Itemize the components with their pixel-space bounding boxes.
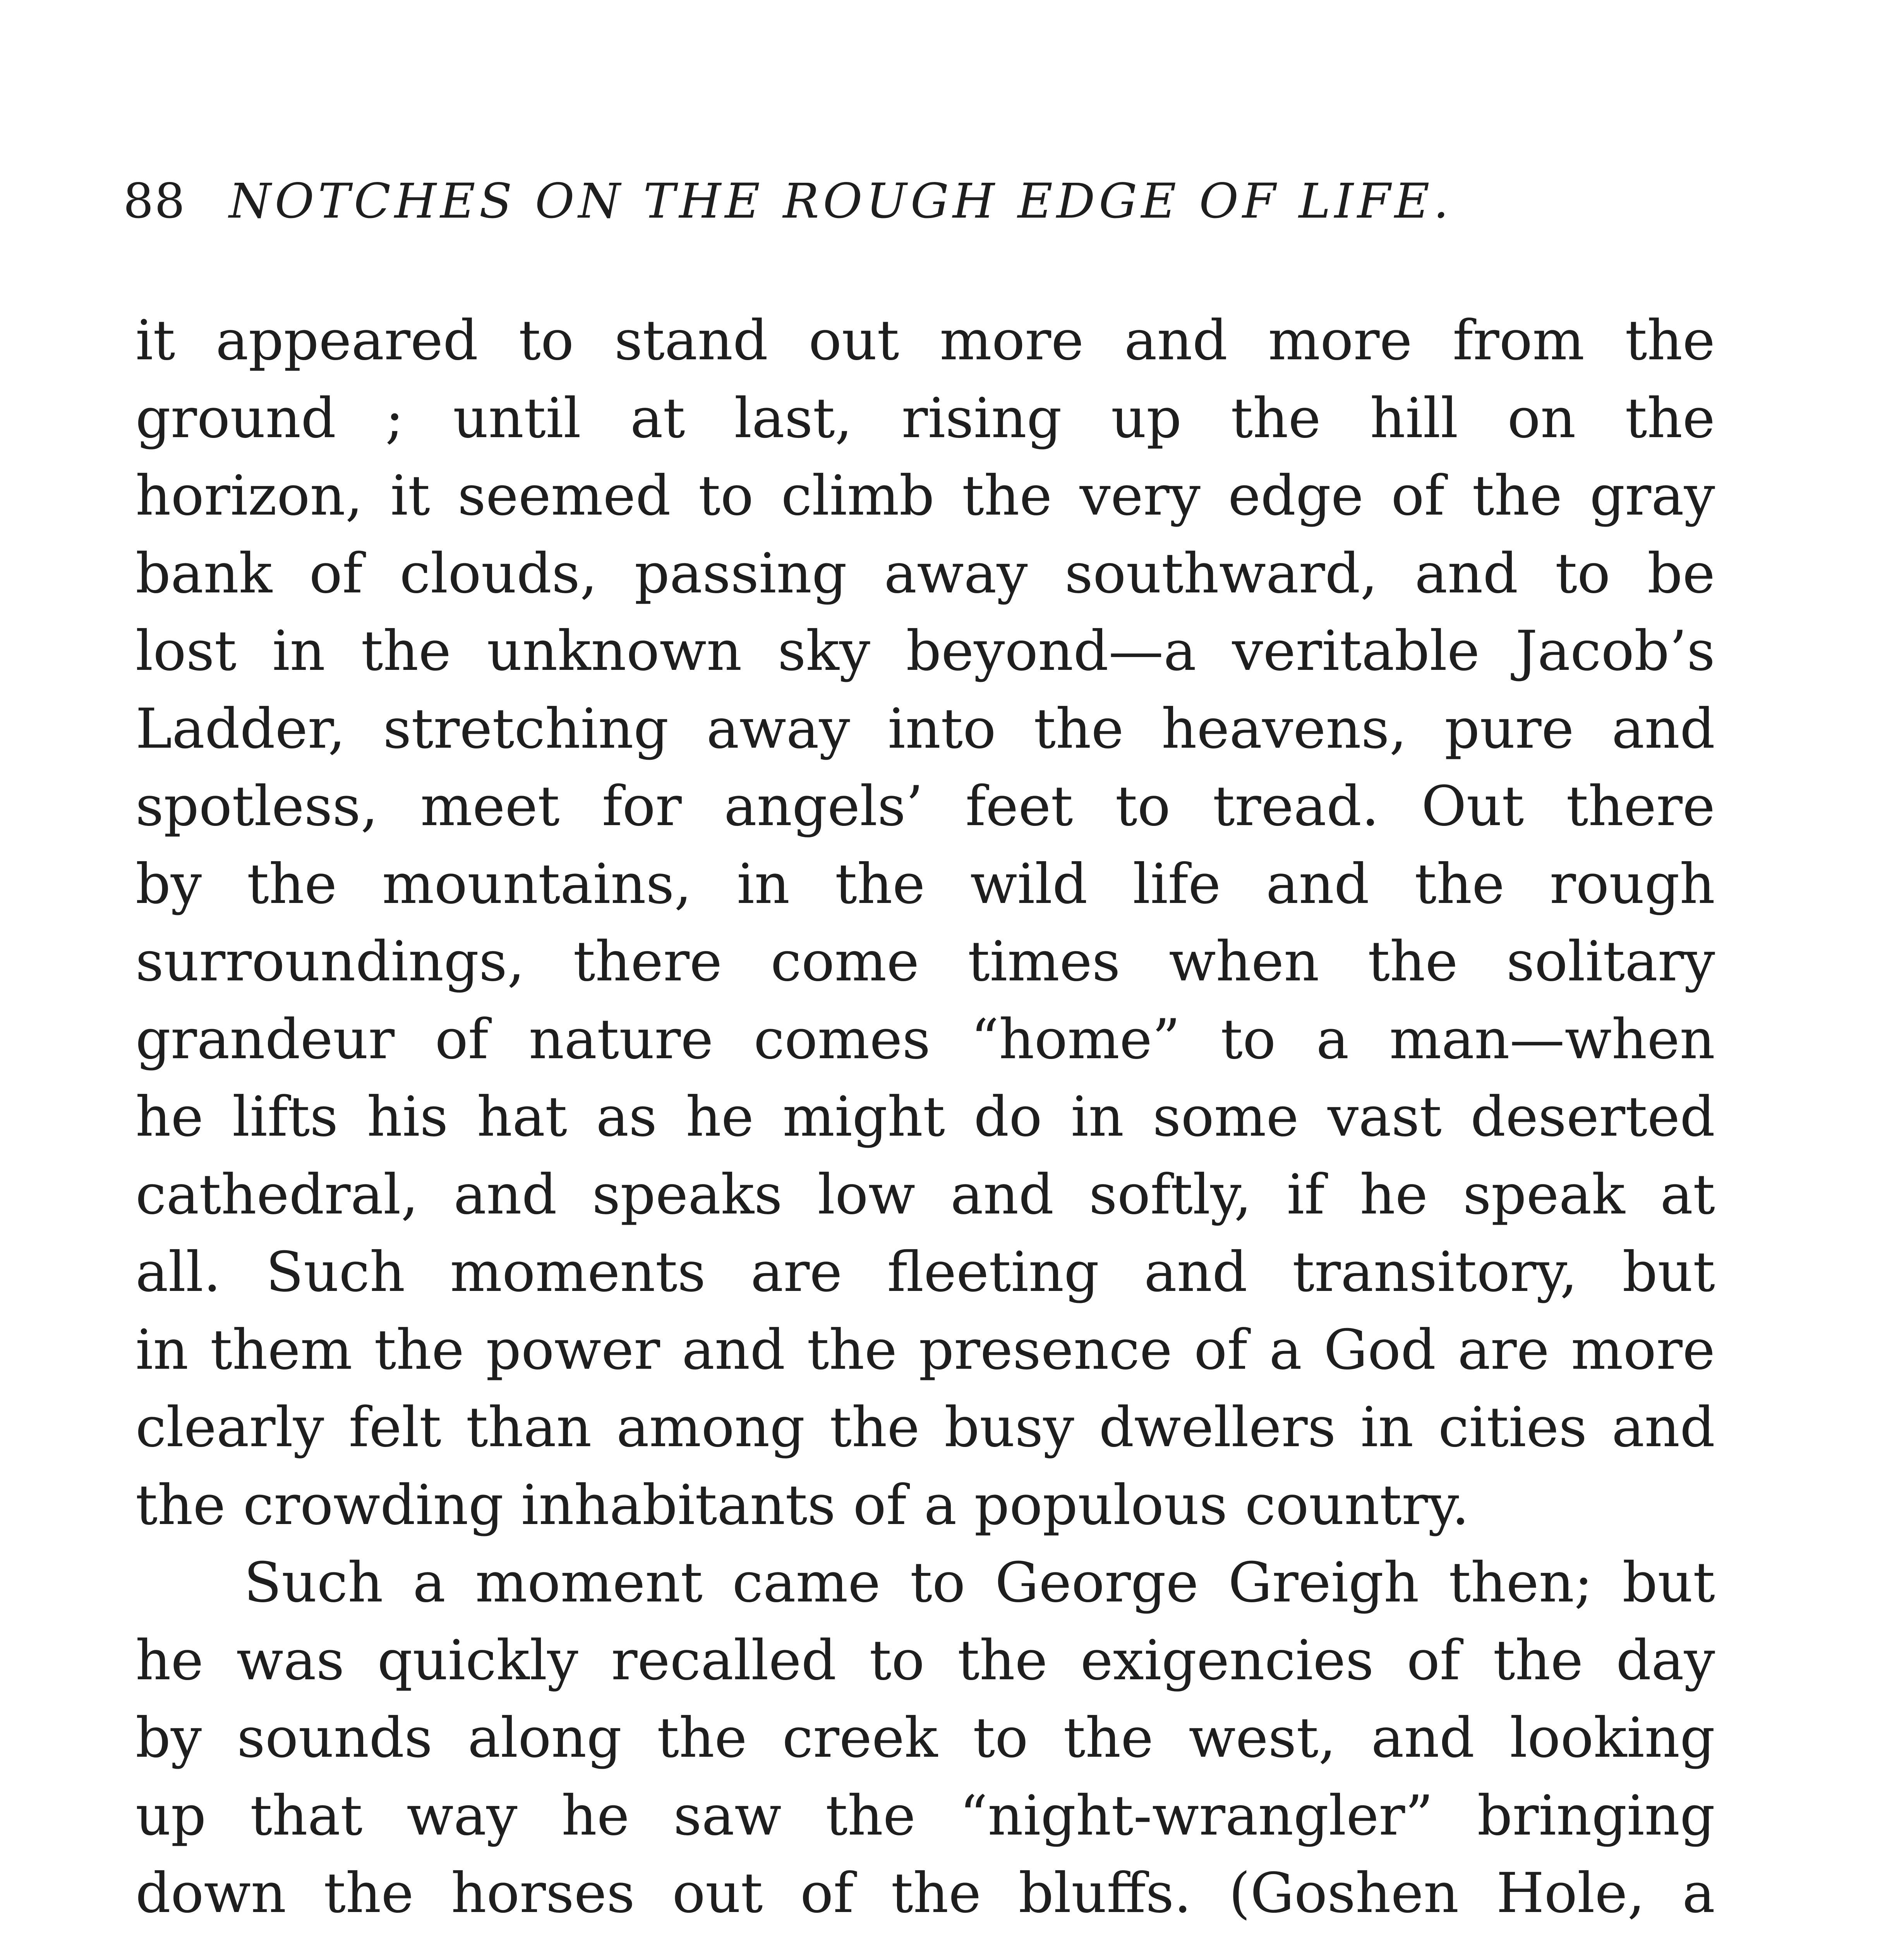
- text-line: horizon, it seemed to climb the very edge of the gray: [136, 464, 1715, 528]
- body-text: [136, 302, 1715, 1936]
- text-line: in them the power and the presence of a God are more: [136, 1318, 1715, 1382]
- text-line: ground ; until at last, rising up the hill on the: [136, 386, 1715, 450]
- text-line: spotless, meet for angels’ feet to tread. Out there: [136, 774, 1715, 838]
- text-line: by the mountains, in the wild life and the rough: [136, 852, 1715, 916]
- page-number: 88: [123, 173, 186, 229]
- text-line: all. Such moments are fleeting and transitory, but: [136, 1240, 1715, 1304]
- text-line: grandeur of nature comes “home” to a man—when: [136, 1007, 1715, 1071]
- text-line: lost in the unknown sky beyond—a veritable Jacob’s: [136, 619, 1715, 683]
- text-line: bank of clouds, passing away southward, and to be: [136, 541, 1715, 606]
- paragraph-start-line: Such a moment came to George Greigh then; but: [244, 1551, 1715, 1615]
- text-line: [136, 1933, 1715, 1936]
- text-line: by sounds along the creek to the west, and looking: [136, 1706, 1715, 1770]
- text-line: surroundings, there come times when the solitary: [136, 930, 1715, 994]
- text-line: he was quickly recalled to the exigencies of the day: [136, 1628, 1715, 1692]
- text-line: he lifts his hat as he might do in some vast deserted: [136, 1085, 1715, 1149]
- text-line: down the horses out of the bluffs. (Goshen Hole, a: [136, 1861, 1715, 1925]
- text-line: Ladder, stretching away into the heavens, pure and: [136, 697, 1715, 761]
- text-line: up that way he saw the “night-wrangler” bringing: [136, 1783, 1715, 1848]
- page-header: [123, 166, 1710, 236]
- text-line: cathedral, and speaks low and softly, if he speak at: [136, 1162, 1715, 1227]
- paragraph-end-line: the crowding inhabitants of a populous country.: [136, 1473, 1469, 1537]
- text-line: clearly felt than among the busy dwellers in cities and: [136, 1395, 1715, 1459]
- running-title: NOTCHES ON THE ROUGH EDGE OF LIFE.: [229, 173, 1453, 229]
- text-line: it appeared to stand out more and more from the: [136, 309, 1715, 372]
